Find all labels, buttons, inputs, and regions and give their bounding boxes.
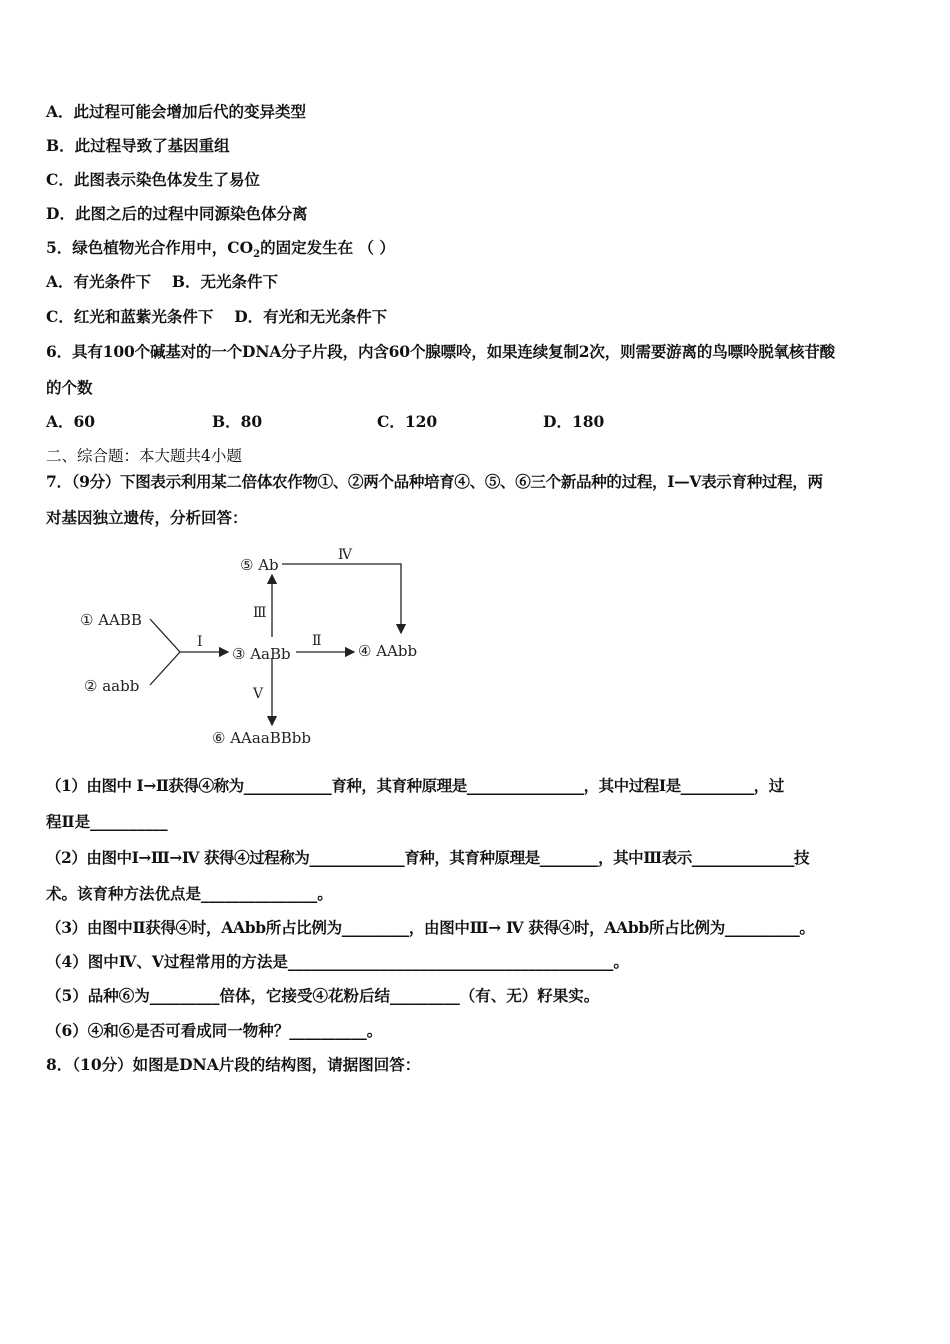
q6-option-b: B．80 (212, 412, 263, 431)
label-process-4: Ⅳ (338, 547, 352, 563)
breeding-diagram (70, 545, 450, 755)
q6-stem-line2: 的个数 (46, 378, 93, 397)
q4-option-b: B．此过程导致了基因重组 (46, 136, 230, 155)
label-process-1: Ⅰ (197, 634, 203, 650)
label-process-3: Ⅲ (253, 605, 267, 621)
node-2-aabb: ② aabb (84, 677, 140, 695)
q5-stem-pre: 5．绿色植物光合作用中，CO (46, 238, 254, 257)
q4-option-d: D．此图之后的过程中同源染色体分离 (46, 204, 308, 223)
q5-options-line2: C．红光和蓝紫光条件下 D．有光和无光条件下 (46, 307, 388, 326)
label-process-5: Ⅴ (253, 686, 264, 702)
q6-stem-line1: 6．具有100个碱基对的一个DNA分子片段，内含60个腺嘌呤，如果连续复制2次，则需要游离的鸟嘌呤脱氧核苷酸 (46, 342, 836, 361)
line-1-to-junction (150, 619, 180, 652)
q7-part2-line2: 术。该育种方法优点是_______________。 (46, 884, 333, 903)
q7-part3: （3）由图中Ⅱ获得④时，AAbb所占比例为_________，由图中Ⅲ→ Ⅳ 获得④时，AAbb所占比例为__________。 (46, 918, 815, 937)
q5-stem-post: 的固定发生在 （ ） (260, 238, 395, 257)
line-2-to-junction (150, 652, 180, 685)
q7-part1-line2: 程Ⅱ是__________ (46, 812, 168, 831)
q6-option-c: C．120 (377, 412, 438, 431)
q8-stem: 8．（10分）如图是DNA片段的结构图，请据图回答： (46, 1055, 421, 1074)
node-5-ab: ⑤ Ab (240, 556, 279, 574)
node-4-aabb: ④ AAbb (358, 642, 418, 660)
q7-part6: （6）④和⑥是否可看成同一物种？__________。 (46, 1021, 383, 1040)
q5-stem-sub: 2 (253, 249, 261, 261)
q5-options-line1: A．有光条件下 B．无光条件下 (46, 272, 279, 291)
q6-option-d: D．180 (543, 412, 605, 431)
section-2-title: 二、综合题：本大题共4小题 (46, 447, 242, 465)
q7-part5: （5）品种⑥为_________倍体，它接受④花粉后结_________（有、无）籽果实。 (46, 986, 600, 1005)
q5-stem (46, 238, 395, 265)
node-1-aabb: ① AABB (80, 611, 142, 629)
q4-option-c: C．此图表示染色体发生了易位 (46, 170, 260, 189)
q7-stem-line1: 7．（9分）下图表示利用某二倍体农作物①、②两个品种培育④、⑤、⑥三个新品种的过程，Ⅰ—Ⅴ表示育种过程，两 (46, 472, 823, 491)
label-process-2: Ⅱ (312, 633, 322, 649)
arrow-process-4 (282, 564, 401, 633)
q7-part1-line1: （1）由图中 Ⅰ→Ⅱ获得④称为____________育种，其育种原理是________________，其中过程Ⅰ是__________，过 (46, 776, 784, 795)
q7-part4: （4）图中Ⅳ、Ⅴ过程常用的方法是__________________________________________。 (46, 952, 629, 971)
q7-part2-line1: （2）由图中Ⅰ→Ⅲ→Ⅳ 获得④过程称为_____________育种，其育种原理是________，其中Ⅲ表示______________技 (46, 848, 809, 867)
q4-option-a: A．此过程可能会增加后代的变异类型 (46, 102, 307, 121)
q7-stem-line2: 对基因独立遗传，分析回答： (46, 508, 248, 527)
node-6-aaaabbbb: ⑥ AAaaBBbb (212, 729, 312, 747)
q6-option-a: A．60 (46, 412, 96, 431)
node-3-aabb: ③ AaBb (232, 645, 291, 663)
